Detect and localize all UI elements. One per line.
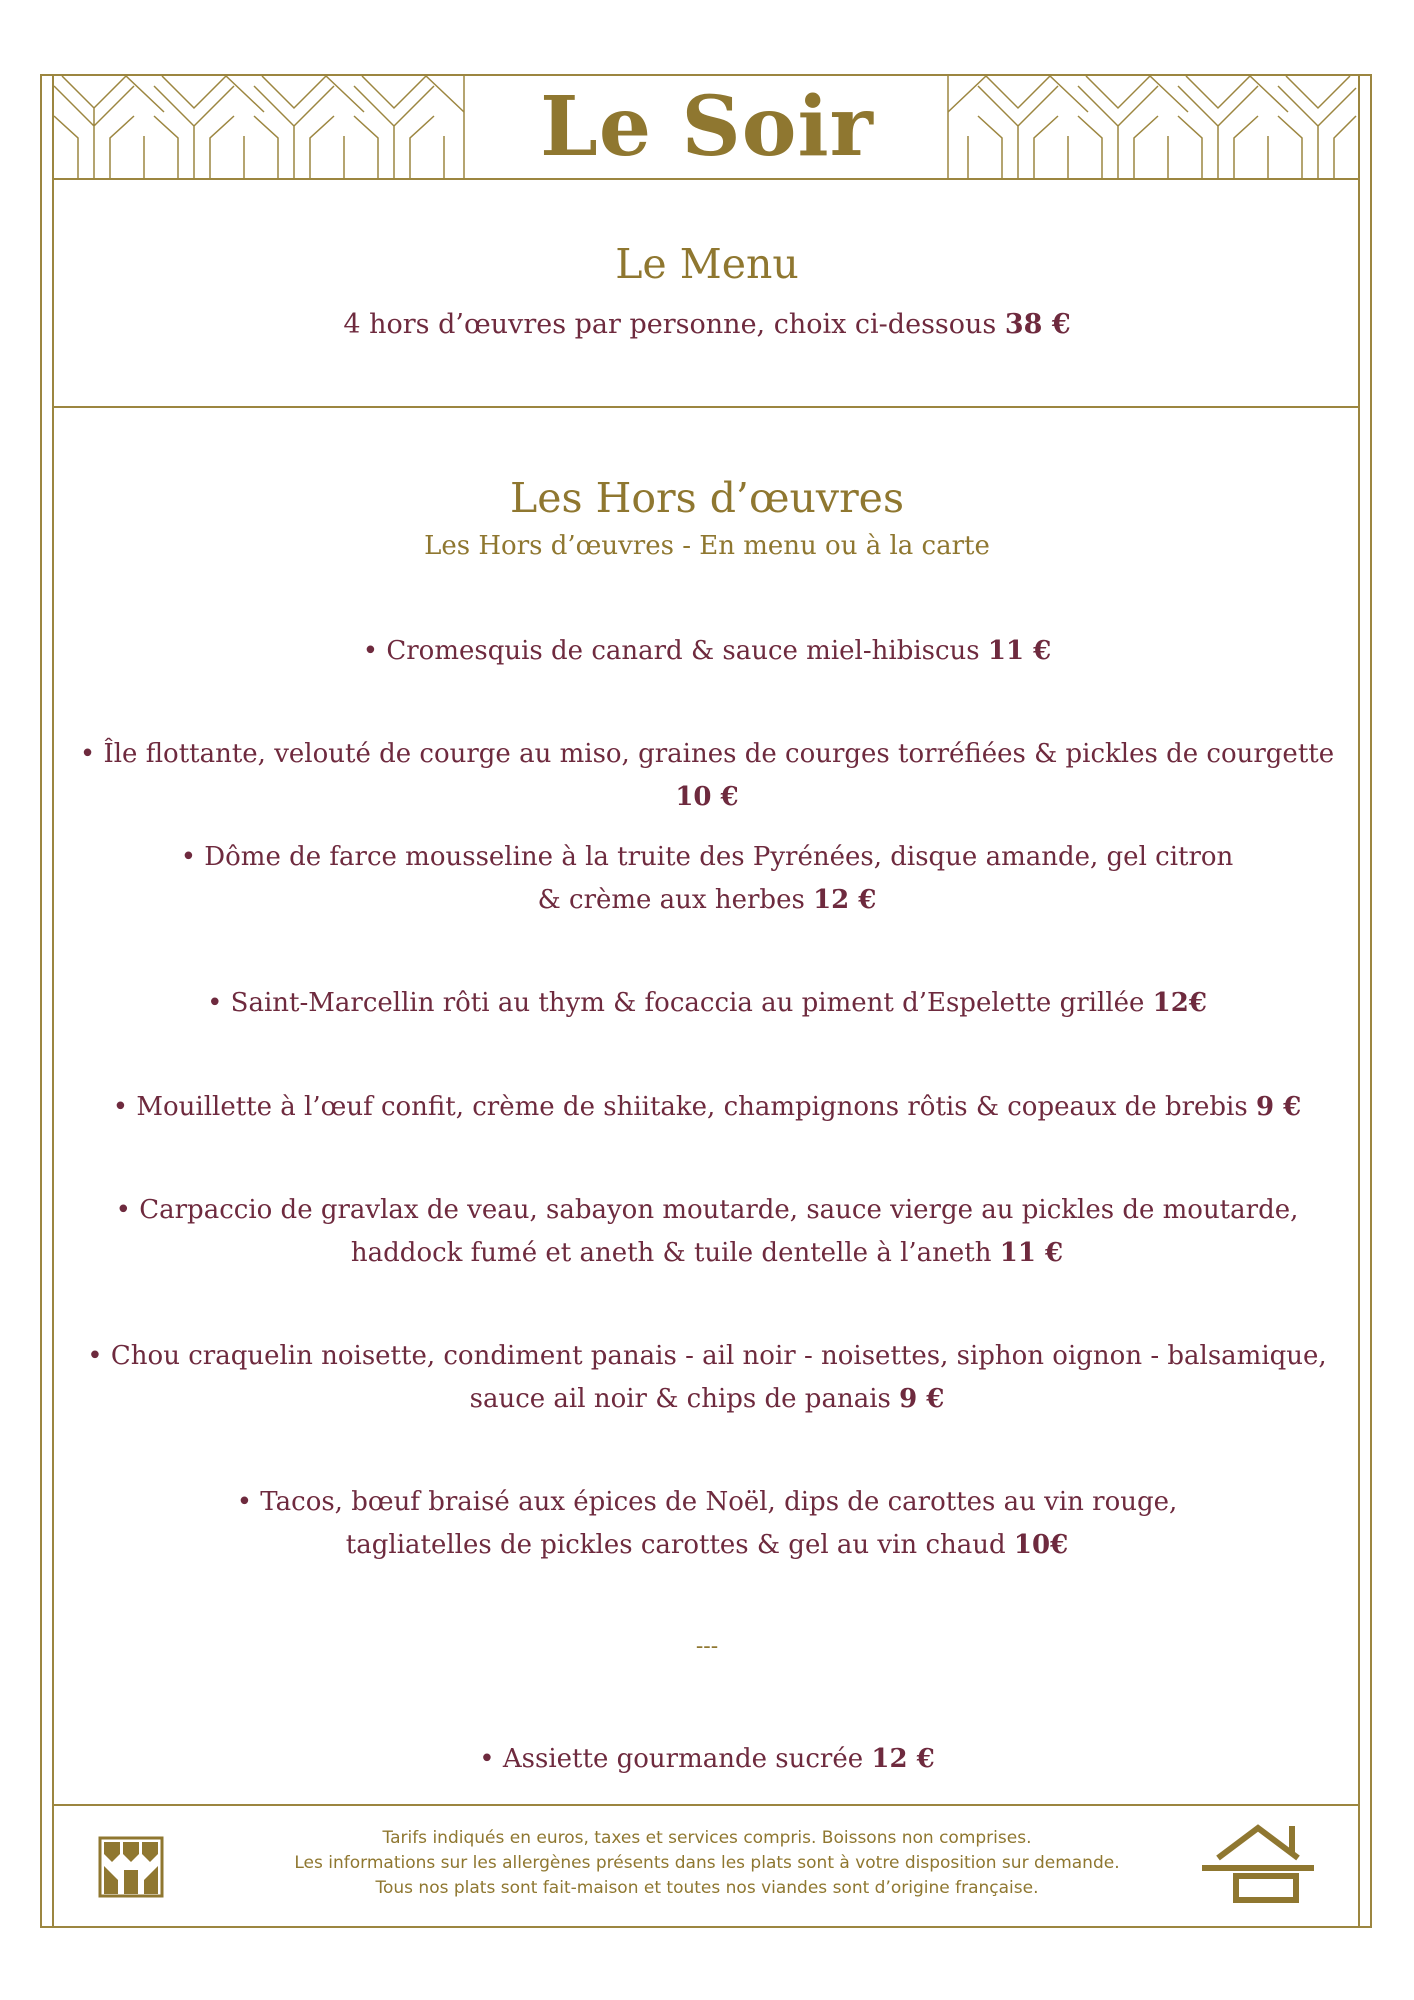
item-text-line2: tagliatelles de pickles carottes & gel au vin chaud — [345, 1530, 1006, 1560]
footer-line-2: Les informations sur les allergènes présents dans les plats sont à votre disposition sur demande. — [294, 1853, 1120, 1873]
item-text: • Île flottante, velouté de courge au miso, graines de courges torréfiées & pickles de courgette — [79, 739, 1335, 769]
footer-notes — [200, 1826, 1214, 1901]
menu-item-2 — [60, 836, 1354, 922]
menu-subtitle-text: 4 hors d’œuvres par personne, choix ci-dessous — [343, 309, 997, 340]
footer-line-1: Tarifs indiqués en euros, taxes et services compris. Boissons non comprises. — [382, 1828, 1032, 1848]
menu-item-6 — [60, 1335, 1354, 1421]
item-text: • Mouillette à l’œuf confit, crème de shiitake, champignons rôtis & copeaux de brebis — [112, 1092, 1248, 1122]
hors-doeuvres-heading: Les Hors d’œuvres — [510, 474, 904, 522]
item-price: 10€ — [1013, 1530, 1069, 1560]
footer-divider — [52, 1804, 1360, 1806]
item-price: 12€ — [1152, 988, 1207, 1018]
menu-item-1 — [60, 733, 1354, 819]
item-text: • Saint-Marcellin rôti au thym & focaccia au piment d’Espelette grillée — [207, 988, 1145, 1018]
item-text-line1: • Tacos, bœuf braisé aux épices de Noël, dips de carottes au vin rouge, — [236, 1487, 1178, 1517]
menu-item-3 — [60, 982, 1354, 1025]
item-text: • Assiette gourmande sucrée — [479, 1744, 864, 1774]
menu-divider — [52, 406, 1360, 408]
footer-line-3: Tous nos plats sont fait-maison et toutes nos viandes sont d’origine française. — [375, 1878, 1039, 1898]
item-price: 9 € — [1255, 1092, 1302, 1122]
item-price: 10 € — [675, 782, 739, 812]
section-separator: --- — [695, 1634, 719, 1659]
dessert-item — [60, 1738, 1354, 1781]
item-price: 11 € — [999, 1238, 1064, 1268]
menu-subtitle — [60, 306, 1354, 344]
item-price: 12 € — [871, 1744, 935, 1774]
restaurant-title: Le Soir — [540, 79, 874, 175]
menu-item-7 — [60, 1481, 1354, 1567]
item-text-line1: • Dôme de farce mousseline à la truite des Pyrénées, disque amande, gel citron — [180, 842, 1234, 872]
house-logo-icon — [1200, 1822, 1316, 1904]
item-price: 11 € — [987, 636, 1052, 666]
item-text-line2: & crème aux herbes — [537, 885, 814, 915]
item-text-line2: sauce ail noir & chips de panais — [469, 1384, 891, 1414]
item-text-line1: • Carpaccio de gravlax de veau, sabayon moutarde, sauce vierge au pickles de moutarde, — [115, 1195, 1299, 1225]
menu-item-0 — [60, 630, 1354, 673]
item-text: • Cromesquis de canard & sauce miel-hibiscus — [362, 636, 980, 666]
item-price: 12 € — [813, 885, 877, 915]
menu-item-4 — [60, 1086, 1354, 1129]
hors-doeuvres-subtitle: Les Hors d’œuvres - En menu ou à la carte — [424, 531, 990, 561]
header-divider — [52, 178, 1360, 180]
item-price: 9 € — [899, 1384, 945, 1414]
item-text-line1: • Chou craquelin noisette, condiment panais - ail noir - noisettes, siphon oignon - balsamique, — [87, 1341, 1327, 1371]
restaurant-monogram-icon — [98, 1836, 164, 1898]
menu-price: 38 € — [1004, 309, 1071, 340]
item-text-line2: haddock fumé et aneth & tuile dentelle à l’aneth — [350, 1238, 992, 1268]
menu-heading: Le Menu — [615, 240, 799, 288]
menu-item-5 — [60, 1189, 1354, 1275]
